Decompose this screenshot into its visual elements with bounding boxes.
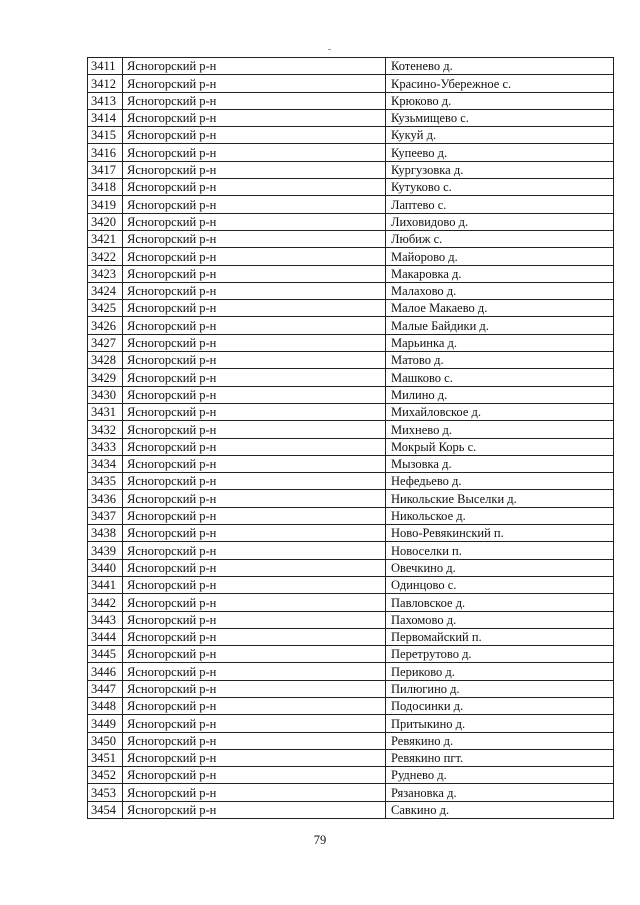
district-cell: Ясногорский р-н [123, 784, 386, 801]
settlement-cell: Мокрый Корь с. [386, 438, 614, 455]
table-row [88, 801, 614, 818]
district-cell: Ясногорский р-н [123, 611, 386, 628]
settlement-cell: Пахомово д. [386, 611, 614, 628]
row-number-cell: 3441 [88, 576, 123, 593]
settlement-cell: Михнево д. [386, 421, 614, 438]
row-number-cell: 3448 [88, 697, 123, 714]
settlement-cell: Никольские Выселки д. [386, 490, 614, 507]
page-number: 79 [313, 833, 327, 847]
district-cell: Ясногорский р-н [123, 697, 386, 714]
table-row [88, 386, 614, 403]
table-row [88, 680, 614, 697]
settlement-cell: Кургузовка д. [386, 161, 614, 178]
row-number-cell: 3412 [88, 75, 123, 92]
row-number-cell: 3417 [88, 161, 123, 178]
row-number-cell: 3436 [88, 490, 123, 507]
row-number-cell: 3411 [88, 58, 123, 75]
settlement-cell: Руднево д. [386, 767, 614, 784]
table-row [88, 732, 614, 749]
row-number-cell: 3423 [88, 265, 123, 282]
district-cell: Ясногорский р-н [123, 127, 386, 144]
row-number-cell: 3429 [88, 369, 123, 386]
district-cell: Ясногорский р-н [123, 213, 386, 230]
row-number-cell: 3435 [88, 473, 123, 490]
row-number-cell: 3419 [88, 196, 123, 213]
settlement-cell: Ревякино д. [386, 732, 614, 749]
settlement-cell: Овечкино д. [386, 559, 614, 576]
district-cell: Ясногорский р-н [123, 58, 386, 75]
district-cell: Ясногорский р-н [123, 161, 386, 178]
table-row [88, 352, 614, 369]
settlement-cell: Михайловское д. [386, 403, 614, 420]
settlement-cell: Притыкино д. [386, 715, 614, 732]
district-cell: Ясногорский р-н [123, 455, 386, 472]
settlement-cell: Лаптево с. [386, 196, 614, 213]
settlement-cell: Малое Макаево д. [386, 300, 614, 317]
district-cell: Ясногорский р-н [123, 179, 386, 196]
district-cell: Ясногорский р-н [123, 421, 386, 438]
settlement-cell: Новоселки п. [386, 542, 614, 559]
scan-mark [328, 49, 331, 50]
table-row [88, 213, 614, 230]
row-number-cell: 3426 [88, 317, 123, 334]
table-row [88, 75, 614, 92]
settlement-cell: Майорово д. [386, 248, 614, 265]
settlement-cell: Любиж с. [386, 230, 614, 247]
settlement-cell: Нефедьево д. [386, 473, 614, 490]
settlement-cell: Лиховидово д. [386, 213, 614, 230]
settlement-cell: Первомайский п. [386, 628, 614, 645]
table-row [88, 248, 614, 265]
district-cell: Ясногорский р-н [123, 109, 386, 126]
table-row [88, 282, 614, 299]
settlement-cell: Кукуй д. [386, 127, 614, 144]
table-row [88, 559, 614, 576]
district-cell: Ясногорский р-н [123, 248, 386, 265]
table-row [88, 646, 614, 663]
row-number-cell: 3425 [88, 300, 123, 317]
district-cell: Ясногорский р-н [123, 369, 386, 386]
row-number-cell: 3431 [88, 403, 123, 420]
row-number-cell: 3422 [88, 248, 123, 265]
row-number-cell: 3432 [88, 421, 123, 438]
row-number-cell: 3443 [88, 611, 123, 628]
table-row [88, 663, 614, 680]
row-number-cell: 3450 [88, 732, 123, 749]
row-number-cell: 3434 [88, 455, 123, 472]
row-number-cell: 3454 [88, 801, 123, 818]
district-cell: Ясногорский р-н [123, 732, 386, 749]
district-cell: Ясногорский р-н [123, 386, 386, 403]
settlement-cell: Никольское д. [386, 507, 614, 524]
settlement-cell: Котенево д. [386, 58, 614, 75]
row-number-cell: 3413 [88, 92, 123, 109]
settlement-cell: Ново-Ревякинский п. [386, 525, 614, 542]
table-row [88, 542, 614, 559]
district-cell: Ясногорский р-н [123, 715, 386, 732]
settlement-cell: Пилюгино д. [386, 680, 614, 697]
row-number-cell: 3428 [88, 352, 123, 369]
table-row [88, 715, 614, 732]
table-row [88, 265, 614, 282]
row-number-cell: 3444 [88, 628, 123, 645]
district-cell: Ясногорский р-н [123, 749, 386, 766]
district-cell: Ясногорский р-н [123, 230, 386, 247]
table-row [88, 109, 614, 126]
table-row [88, 317, 614, 334]
row-number-cell: 3433 [88, 438, 123, 455]
district-cell: Ясногорский р-н [123, 559, 386, 576]
table-row [88, 403, 614, 420]
row-number-cell: 3438 [88, 525, 123, 542]
district-cell: Ясногорский р-н [123, 352, 386, 369]
district-cell: Ясногорский р-н [123, 507, 386, 524]
row-number-cell: 3427 [88, 334, 123, 351]
settlement-cell: Марьинка д. [386, 334, 614, 351]
table-row [88, 473, 614, 490]
row-number-cell: 3430 [88, 386, 123, 403]
district-cell: Ясногорский р-н [123, 767, 386, 784]
settlement-cell: Подосинки д. [386, 697, 614, 714]
settlement-cell: Красино-Убережное с. [386, 75, 614, 92]
district-cell: Ясногорский р-н [123, 594, 386, 611]
settlement-cell: Мызовка д. [386, 455, 614, 472]
district-cell: Ясногорский р-н [123, 646, 386, 663]
row-number-cell: 3415 [88, 127, 123, 144]
table-row [88, 490, 614, 507]
table-row [88, 749, 614, 766]
district-cell: Ясногорский р-н [123, 317, 386, 334]
district-cell: Ясногорский р-н [123, 403, 386, 420]
district-cell: Ясногорский р-н [123, 680, 386, 697]
settlement-cell: Макаровка д. [386, 265, 614, 282]
district-cell: Ясногорский р-н [123, 144, 386, 161]
district-cell: Ясногорский р-н [123, 576, 386, 593]
table-row [88, 697, 614, 714]
district-cell: Ясногорский р-н [123, 196, 386, 213]
settlement-cell: Малахово д. [386, 282, 614, 299]
settlement-cell: Перетрутово д. [386, 646, 614, 663]
table-row [88, 525, 614, 542]
district-cell: Ясногорский р-н [123, 525, 386, 542]
row-number-cell: 3424 [88, 282, 123, 299]
settlement-cell: Матово д. [386, 352, 614, 369]
settlement-cell: Малые Байдики д. [386, 317, 614, 334]
row-number-cell: 3451 [88, 749, 123, 766]
settlement-cell: Одинцово с. [386, 576, 614, 593]
table-row [88, 421, 614, 438]
table-row [88, 179, 614, 196]
district-cell: Ясногорский р-н [123, 438, 386, 455]
table-row [88, 767, 614, 784]
table-row [88, 594, 614, 611]
row-number-cell: 3439 [88, 542, 123, 559]
settlement-cell: Кутуково с. [386, 179, 614, 196]
row-number-cell: 3447 [88, 680, 123, 697]
settlement-cell: Периково д. [386, 663, 614, 680]
settlement-cell: Ревякино пгт. [386, 749, 614, 766]
settlement-cell: Савкино д. [386, 801, 614, 818]
district-cell: Ясногорский р-н [123, 282, 386, 299]
table-row [88, 369, 614, 386]
table-row [88, 628, 614, 645]
row-number-cell: 3414 [88, 109, 123, 126]
table-row [88, 196, 614, 213]
table-row [88, 334, 614, 351]
settlement-cell: Павловское д. [386, 594, 614, 611]
district-cell: Ясногорский р-н [123, 300, 386, 317]
row-number-cell: 3445 [88, 646, 123, 663]
row-number-cell: 3440 [88, 559, 123, 576]
table-row [88, 438, 614, 455]
district-cell: Ясногорский р-н [123, 75, 386, 92]
district-cell: Ясногорский р-н [123, 265, 386, 282]
district-cell: Ясногорский р-н [123, 334, 386, 351]
row-number-cell: 3446 [88, 663, 123, 680]
table-row [88, 300, 614, 317]
row-number-cell: 3420 [88, 213, 123, 230]
table-row [88, 58, 614, 75]
table-row [88, 92, 614, 109]
settlement-cell: Кузьмищево с. [386, 109, 614, 126]
settlement-cell: Рязановка д. [386, 784, 614, 801]
row-number-cell: 3453 [88, 784, 123, 801]
table-row [88, 507, 614, 524]
table-row [88, 161, 614, 178]
table-row [88, 576, 614, 593]
table-row [88, 455, 614, 472]
row-number-cell: 3437 [88, 507, 123, 524]
row-number-cell: 3449 [88, 715, 123, 732]
district-cell: Ясногорский р-н [123, 473, 386, 490]
table-row [88, 144, 614, 161]
settlement-cell: Милино д. [386, 386, 614, 403]
table-body [88, 58, 614, 819]
row-number-cell: 3452 [88, 767, 123, 784]
district-cell: Ясногорский р-н [123, 490, 386, 507]
table-row [88, 784, 614, 801]
district-cell: Ясногорский р-н [123, 628, 386, 645]
settlement-cell: Купеево д. [386, 144, 614, 161]
row-number-cell: 3418 [88, 179, 123, 196]
row-number-cell: 3421 [88, 230, 123, 247]
settlement-cell: Крюково д. [386, 92, 614, 109]
table-row [88, 611, 614, 628]
district-cell: Ясногорский р-н [123, 542, 386, 559]
district-cell: Ясногорский р-н [123, 92, 386, 109]
settlements-table [87, 57, 614, 819]
district-cell: Ясногорский р-н [123, 801, 386, 818]
row-number-cell: 3442 [88, 594, 123, 611]
district-cell: Ясногорский р-н [123, 663, 386, 680]
row-number-cell: 3416 [88, 144, 123, 161]
table-row [88, 230, 614, 247]
table-row [88, 127, 614, 144]
settlement-cell: Машково с. [386, 369, 614, 386]
